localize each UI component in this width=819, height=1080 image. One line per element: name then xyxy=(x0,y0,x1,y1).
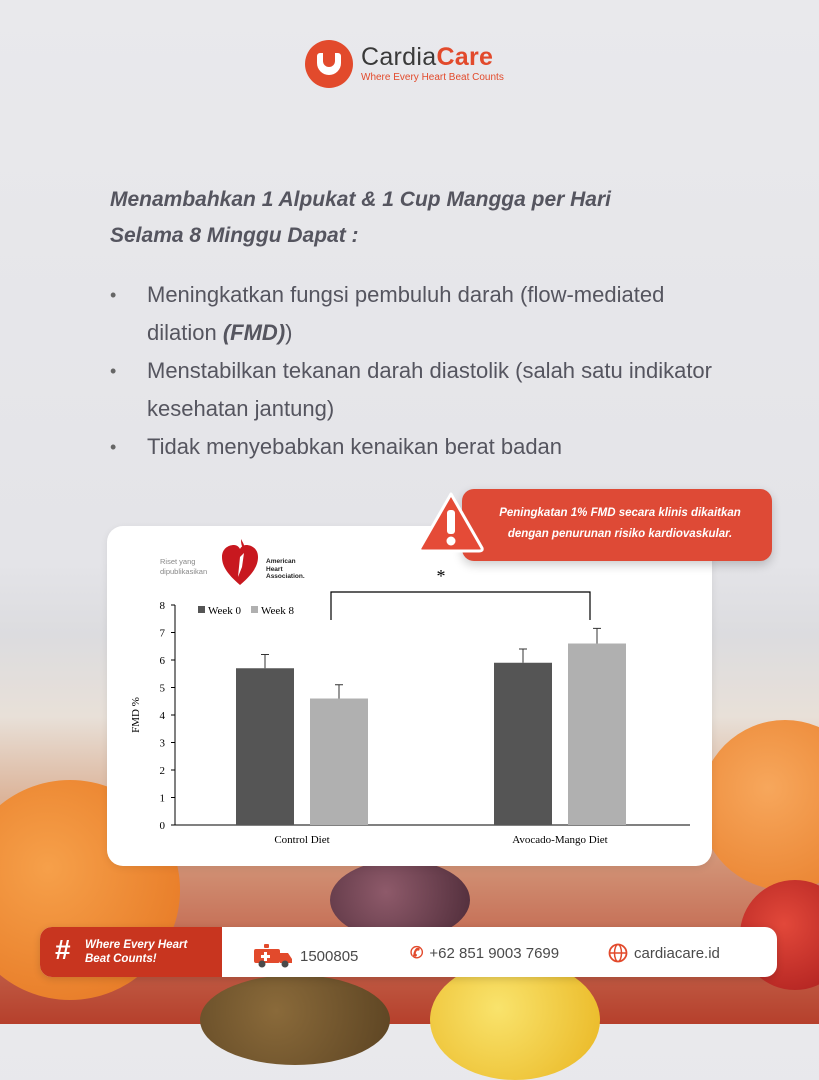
bullet-1-text: Meningkatkan fungsi pembuluh darah (flow-mediated dilation xyxy=(147,282,665,345)
source-label-line1: Riset yang xyxy=(160,557,196,566)
footer-tagline-line1: Where Every Heart xyxy=(85,939,188,951)
y-tick-label: 5 xyxy=(159,682,165,695)
y-tick-label: 2 xyxy=(159,765,165,777)
x-tick-label: Avocado-Mango Diet xyxy=(512,834,608,846)
brand-name-part2: Care xyxy=(436,43,494,71)
phone-icon: ✆ xyxy=(410,945,424,962)
y-axis-label: FMD % xyxy=(130,697,142,733)
brand-name-part1: Cardia xyxy=(361,43,437,71)
legend-swatch xyxy=(251,606,258,613)
y-tick-label: 6 xyxy=(159,655,165,667)
y-tick-label: 3 xyxy=(159,737,165,750)
callout-line1: Peningkatan 1% FMD secara klinis dikaitkan xyxy=(499,507,741,519)
y-tick-label: 4 xyxy=(159,710,165,722)
y-tick-label: 1 xyxy=(159,792,165,805)
ambulance-icon xyxy=(252,943,294,969)
list-item: • Menstabilkan tekanan darah diastolik (salah satu indikator kesehatan jantung) xyxy=(110,352,720,428)
list-item: • Tidak menyebabkan kenaikan berat badan xyxy=(110,428,720,466)
footer-tagline xyxy=(85,938,187,966)
brand-tagline: Where Every Heart Beat Counts xyxy=(361,72,504,83)
legend-label: Week 8 xyxy=(261,605,295,617)
aha-line1: American xyxy=(266,558,296,565)
y-tick-label: 8 xyxy=(159,600,165,612)
legend-label: Week 0 xyxy=(208,605,242,617)
y-tick-label: 0 xyxy=(159,820,165,832)
aha-line2: Heart xyxy=(266,565,283,573)
callout-line2: dengan penurunan risiko kardiovaskular. xyxy=(507,528,733,540)
headline-line2: Selama 8 Minggu Dapat : xyxy=(110,224,359,247)
x-tick-label: Control Diet xyxy=(274,834,330,846)
bullet-1-fmd: (FMD) xyxy=(222,320,286,345)
hashtag-icon: # xyxy=(55,934,71,965)
significance-marker: * xyxy=(436,566,446,586)
globe-icon xyxy=(608,943,628,963)
aha-line3: Association. xyxy=(266,573,305,580)
bar xyxy=(310,699,368,826)
source-label-line2: dipublikasikan xyxy=(160,567,208,576)
bar xyxy=(236,668,294,825)
y-tick-label: 7 xyxy=(159,627,165,640)
website-url: cardiacare.id xyxy=(634,944,720,962)
website-link[interactable] xyxy=(608,943,720,963)
footer-tagline-line2: Beat Counts! xyxy=(85,953,157,965)
significance-bracket xyxy=(331,592,590,620)
bar xyxy=(568,644,626,826)
hotline-number: 1500805 xyxy=(300,947,359,965)
headline-line1: Menambahkan 1 Alpukat & 1 Cup Mangga per Hari xyxy=(110,188,611,211)
legend-swatch xyxy=(198,606,205,613)
phone-contact[interactable] xyxy=(410,943,559,963)
callout-text xyxy=(470,503,770,545)
warning-icon xyxy=(416,490,486,554)
hotline[interactable] xyxy=(252,943,358,969)
phone-number: +62 851 9003 7699 xyxy=(429,944,560,962)
bullet-1-end: ) xyxy=(285,320,293,345)
bar xyxy=(494,663,552,825)
